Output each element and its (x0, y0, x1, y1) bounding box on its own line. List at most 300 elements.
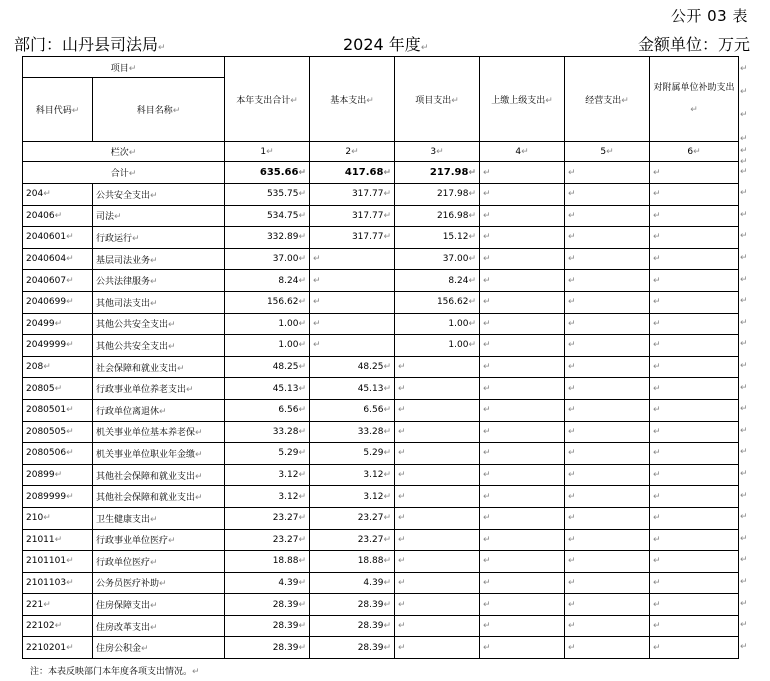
row-project-cell (395, 637, 480, 659)
table-row (23, 529, 739, 551)
row-total-text: 33.28 (272, 426, 299, 437)
paragraph-mark-icon (398, 427, 406, 437)
paragraph-mark-icon (740, 253, 748, 263)
paragraph-mark-icon (168, 342, 176, 352)
paragraph-mark-icon (298, 254, 306, 264)
row-business-cell (565, 378, 650, 400)
table-row (23, 248, 739, 270)
row-total-cell (225, 594, 310, 616)
paragraph-mark-icon (366, 96, 374, 106)
row-total-text: 23.27 (272, 513, 299, 524)
row-total-text: 5.29 (278, 448, 299, 459)
paragraph-mark-icon (298, 189, 306, 199)
paragraph-mark-icon (740, 512, 748, 522)
paragraph-mark-icon (150, 277, 158, 287)
paragraph-mark-icon (298, 578, 306, 588)
paragraph-mark-icon (66, 492, 74, 502)
row-subsidy-cell (650, 184, 739, 206)
row-subsidy-cell (650, 529, 739, 551)
row-subsidy-cell (650, 227, 739, 249)
subject-name-cell (93, 291, 225, 313)
paragraph-mark-icon (568, 535, 576, 545)
paragraph-mark-icon (483, 340, 491, 350)
row-subsidy-cell (650, 572, 739, 594)
paragraph-mark-icon (43, 600, 51, 610)
row-basic-cell (310, 205, 395, 227)
subject-name-text: 机关事业单位职业年金缴 (96, 449, 196, 460)
paragraph-mark-icon (653, 254, 661, 264)
paragraph-mark-icon (298, 297, 306, 307)
paragraph-mark-icon (483, 621, 491, 631)
row-business-cell (565, 594, 650, 616)
row-project-cell (395, 378, 480, 400)
col-header-subsidy (650, 57, 739, 142)
paragraph-mark-icon (483, 232, 491, 242)
paragraph-mark-icon (483, 254, 491, 264)
subject-name-cell (93, 551, 225, 573)
row-basic-cell (310, 486, 395, 508)
paragraph-mark-icon (298, 340, 306, 350)
paragraph-mark-icon (298, 535, 306, 545)
paragraph-mark-icon (298, 232, 306, 242)
paragraph-mark-icon (653, 470, 661, 480)
row-total-text: 332.89 (266, 232, 299, 243)
row-total-cell (225, 227, 310, 249)
row-project-cell (395, 615, 480, 637)
paragraph-mark-icon (568, 621, 576, 631)
rank-label-cell (23, 142, 225, 162)
paragraph-mark-icon (451, 96, 459, 106)
subject-name-text: 公共法律服务 (96, 277, 151, 288)
paragraph-mark-icon (129, 148, 137, 158)
row-project-cell (395, 205, 480, 227)
row-project-cell (395, 594, 480, 616)
row-business-cell (565, 486, 650, 508)
paragraph-mark-icon (468, 276, 476, 286)
col-total-text: 本年支出合计 (236, 95, 291, 106)
paragraph-mark-icon (740, 361, 748, 371)
paragraph-mark-icon (483, 513, 491, 523)
row-remit-cell (480, 270, 565, 292)
row-total-text: 1.00 (278, 340, 299, 351)
row-total-text: 535.75 (266, 189, 299, 200)
paragraph-mark-icon (568, 384, 576, 394)
paragraph-mark-icon (43, 189, 51, 199)
paragraph-mark-icon (653, 492, 661, 502)
col-number-2 (310, 142, 395, 162)
row-basic-cell (310, 184, 395, 206)
paragraph-mark-icon (468, 319, 476, 329)
paragraph-mark-icon (740, 642, 748, 652)
paragraph-mark-icon (298, 470, 306, 480)
paragraph-mark-icon (114, 212, 122, 222)
total-basic-cell (310, 162, 395, 184)
department-label (14, 32, 166, 55)
paragraph-mark-icon (383, 492, 391, 502)
paragraph-mark-icon (740, 146, 748, 156)
subject-name-cell (93, 507, 225, 529)
paragraph-mark-icon (298, 513, 306, 523)
item-group-header (23, 57, 225, 78)
paragraph-mark-icon (468, 211, 476, 221)
paragraph-mark-icon (740, 555, 748, 565)
paragraph-mark-icon (298, 384, 306, 394)
row-total-text: 3.12 (278, 470, 299, 481)
col-business-text: 经营支出 (585, 95, 622, 106)
row-total-text: 28.39 (272, 621, 299, 632)
paragraph-mark-icon (568, 427, 576, 437)
paragraph-mark-icon (150, 191, 158, 201)
fiscal-year-label (343, 32, 428, 55)
paragraph-mark-icon (653, 448, 661, 458)
row-subsidy-cell (650, 443, 739, 465)
row-basic-text: 3.12 (363, 470, 384, 481)
col-number-4 (480, 142, 565, 162)
paragraph-mark-icon (568, 168, 576, 178)
paragraph-mark-icon (313, 254, 321, 264)
subject-name-text: 司法 (96, 212, 115, 223)
paragraph-mark-icon (653, 340, 661, 350)
row-business-cell (565, 291, 650, 313)
paragraph-mark-icon (298, 448, 306, 458)
table-row (23, 378, 739, 400)
paragraph-mark-icon (568, 319, 576, 329)
paragraph-mark-icon (483, 189, 491, 199)
paragraph-mark-icon (468, 189, 476, 199)
paragraph-mark-icon (740, 134, 748, 144)
table-row (23, 399, 739, 421)
total-project-cell (395, 162, 480, 184)
row-basic-cell (310, 464, 395, 486)
table-footnote (30, 664, 200, 677)
row-subsidy-cell (650, 313, 739, 335)
paragraph-mark-icon (383, 427, 391, 437)
row-business-cell (565, 572, 650, 594)
table-row (23, 205, 739, 227)
row-subsidy-cell (650, 551, 739, 573)
subject-name-cell (93, 248, 225, 270)
year-text: 2024 年度 (343, 35, 421, 54)
row-project-text: 1.00 (448, 318, 469, 329)
row-project-cell (395, 421, 480, 443)
paragraph-mark-icon (298, 600, 306, 610)
paragraph-mark-icon (653, 578, 661, 588)
subject-code-cell (23, 615, 93, 637)
item-group-text: 项目 (110, 63, 129, 74)
row-business-cell (565, 421, 650, 443)
row-remit-cell (480, 205, 565, 227)
total-business-cell (565, 162, 650, 184)
paragraph-mark-icon (43, 513, 51, 523)
table-row (23, 615, 739, 637)
paragraph-mark-icon (568, 362, 576, 372)
paragraph-mark-icon (740, 447, 748, 457)
paragraph-mark-icon (129, 64, 137, 74)
row-basic-cell (310, 637, 395, 659)
paragraph-mark-icon (653, 427, 661, 437)
subject-name-text: 卫生健康支出 (96, 514, 151, 525)
row-total-text: 6.56 (278, 405, 299, 416)
paragraph-mark-icon (483, 448, 491, 458)
row-project-cell (395, 313, 480, 335)
subject-code-cell (23, 486, 93, 508)
subject-code-cell (23, 378, 93, 400)
row-project-text: 217.98 (436, 189, 469, 200)
paragraph-mark-icon (186, 385, 194, 395)
subject-code-text: 20406 (26, 210, 55, 221)
paragraph-mark-icon (568, 297, 576, 307)
subject-name-cell (93, 378, 225, 400)
paragraph-mark-icon (383, 578, 391, 588)
department-text: 部门：山丹县司法局 (14, 35, 159, 54)
paragraph-mark-icon (313, 319, 321, 329)
paragraph-mark-icon (398, 556, 406, 566)
paragraph-mark-icon (568, 254, 576, 264)
paragraph-mark-icon (690, 105, 698, 115)
table-row (23, 421, 739, 443)
col-number-text: 4 (515, 146, 522, 157)
row-total-cell (225, 356, 310, 378)
paragraph-mark-icon (568, 448, 576, 458)
row-total-cell (225, 464, 310, 486)
row-subsidy-cell (650, 615, 739, 637)
paragraph-mark-icon (568, 211, 576, 221)
row-total-cell (225, 637, 310, 659)
paragraph-mark-icon (740, 404, 748, 414)
subject-name-text: 基层司法业务 (96, 255, 151, 266)
paragraph-mark-icon (621, 96, 629, 106)
paragraph-mark-icon (606, 147, 614, 157)
row-total-cell (225, 291, 310, 313)
paragraph-mark-icon (568, 232, 576, 242)
paragraph-mark-icon (66, 276, 74, 286)
paragraph-mark-icon (298, 643, 306, 653)
paragraph-mark-icon (398, 578, 406, 588)
paragraph-mark-icon (150, 601, 158, 611)
paragraph-mark-icon (298, 556, 306, 566)
row-basic-text: 23.27 (357, 513, 384, 524)
subject-code-text: 221 (26, 599, 44, 610)
paragraph-mark-icon (313, 297, 321, 307)
row-total-cell (225, 184, 310, 206)
subject-code-text: 2040607 (26, 275, 67, 286)
row-remit-cell (480, 248, 565, 270)
subject-code-cell (23, 313, 93, 335)
row-basic-text: 28.39 (357, 642, 384, 653)
paragraph-mark-icon (568, 405, 576, 415)
paragraph-mark-icon (483, 384, 491, 394)
col-number-3 (395, 142, 480, 162)
paragraph-mark-icon (66, 254, 74, 264)
paragraph-mark-icon (383, 168, 391, 178)
subject-code-cell (23, 529, 93, 551)
subject-code-cell (23, 551, 93, 573)
expenditure-table (22, 56, 739, 659)
row-business-cell (565, 270, 650, 292)
paragraph-mark-icon (740, 426, 748, 436)
row-total-cell (225, 335, 310, 357)
paragraph-mark-icon (383, 189, 391, 199)
col-header-remit (480, 57, 565, 142)
row-basic-text: 18.88 (357, 556, 384, 567)
row-subsidy-cell (650, 356, 739, 378)
subject-code-cell (23, 443, 93, 465)
subject-code-text: 2040604 (26, 254, 67, 265)
subject-name-text: 住房改革支出 (96, 622, 151, 633)
row-project-text: 216.98 (436, 210, 469, 221)
row-total-cell (225, 270, 310, 292)
paragraph-mark-icon (66, 643, 74, 653)
row-remit-cell (480, 313, 565, 335)
subject-name-text: 行政单位医疗 (96, 557, 151, 568)
paragraph-mark-icon (195, 450, 203, 460)
col-number-text: 2 (345, 146, 352, 157)
row-business-cell (565, 399, 650, 421)
paragraph-mark-icon (383, 621, 391, 631)
paragraph-mark-icon (483, 470, 491, 480)
paragraph-mark-icon (483, 492, 491, 502)
paragraph-mark-icon (740, 188, 748, 198)
row-remit-cell (480, 572, 565, 594)
paragraph-mark-icon (740, 577, 748, 587)
subject-name-cell (93, 443, 225, 465)
subject-name-text: 公共安全支出 (96, 190, 151, 201)
paragraph-mark-icon (436, 147, 444, 157)
total-subsidy-cell (650, 162, 739, 184)
row-project-text: 156.62 (436, 297, 469, 308)
row-total-text: 1.00 (278, 318, 299, 329)
paragraph-mark-icon (398, 492, 406, 502)
row-total-text: 3.12 (278, 491, 299, 502)
paragraph-mark-icon (150, 299, 158, 309)
paragraph-mark-icon (398, 621, 406, 631)
paragraph-mark-icon (740, 157, 748, 167)
subject-code-cell (23, 270, 93, 292)
col-subsidy-text: 对附属单位补助支出 (653, 83, 735, 93)
subject-name-text: 其他社会保障和就业支出 (96, 493, 196, 504)
paragraph-mark-icon (740, 110, 748, 120)
total-project-text: 217.98 (429, 167, 469, 178)
paragraph-mark-icon (740, 296, 748, 306)
table-row (23, 184, 739, 206)
paragraph-mark-icon (55, 535, 63, 545)
paragraph-mark-icon (298, 405, 306, 415)
paragraph-mark-icon (468, 340, 476, 350)
row-basic-cell (310, 248, 395, 270)
row-remit-cell (480, 291, 565, 313)
paragraph-mark-icon (740, 599, 748, 609)
row-basic-cell (310, 507, 395, 529)
paragraph-mark-icon (740, 167, 748, 177)
row-total-cell (225, 205, 310, 227)
row-total-cell (225, 486, 310, 508)
row-project-cell (395, 486, 480, 508)
subject-code-cell (23, 205, 93, 227)
col-basic-text: 基本支出 (330, 95, 367, 106)
table-row (23, 335, 739, 357)
paragraph-mark-icon (740, 87, 748, 97)
paragraph-mark-icon (653, 232, 661, 242)
row-basic-text: 28.39 (357, 621, 384, 632)
row-subsidy-cell (650, 507, 739, 529)
paragraph-mark-icon (483, 578, 491, 588)
paragraph-mark-icon (383, 448, 391, 458)
paragraph-mark-icon (298, 427, 306, 437)
row-subsidy-cell (650, 270, 739, 292)
table-row (23, 443, 739, 465)
row-remit-cell (480, 356, 565, 378)
row-total-cell (225, 313, 310, 335)
row-remit-cell (480, 443, 565, 465)
col-number-text: 1 (260, 146, 267, 157)
row-subsidy-cell (650, 594, 739, 616)
paragraph-mark-icon (653, 600, 661, 610)
paragraph-mark-icon (740, 231, 748, 241)
paragraph-mark-icon (653, 319, 661, 329)
row-basic-cell (310, 594, 395, 616)
col-number-text: 6 (687, 146, 694, 157)
table-row (23, 507, 739, 529)
paragraph-mark-icon (468, 168, 476, 178)
row-basic-cell (310, 615, 395, 637)
subject-name-cell (93, 421, 225, 443)
subject-code-cell (23, 356, 93, 378)
paragraph-mark-icon (568, 470, 576, 480)
row-total-text: 28.39 (272, 642, 299, 653)
row-total-cell (225, 551, 310, 573)
row-project-cell (395, 270, 480, 292)
table-row (23, 464, 739, 486)
subject-code-text: 2080506 (26, 448, 67, 459)
paragraph-mark-icon (383, 643, 391, 653)
subject-name-cell (93, 270, 225, 292)
paragraph-mark-icon (398, 405, 406, 415)
col-name-text: 科目名称 (136, 106, 173, 116)
row-total-text: 37.00 (272, 254, 299, 265)
paragraph-mark-icon (298, 492, 306, 502)
paragraph-mark-icon (468, 232, 476, 242)
paragraph-mark-icon (66, 297, 74, 307)
subject-code-cell (23, 421, 93, 443)
col-number-6 (650, 142, 739, 162)
row-project-cell (395, 551, 480, 573)
subject-name-cell (93, 572, 225, 594)
subject-name-text: 其他公共安全支出 (96, 320, 169, 331)
subject-code-text: 21011 (26, 534, 55, 545)
row-basic-text: 23.27 (357, 534, 384, 545)
paragraph-mark-icon (150, 256, 158, 266)
subject-name-text: 住房公积金 (96, 644, 142, 655)
paragraph-mark-icon (483, 556, 491, 566)
subject-code-text: 2101101 (26, 556, 67, 567)
paragraph-mark-icon (483, 362, 491, 372)
subject-name-text: 住房保障支出 (96, 601, 151, 612)
table-row (23, 227, 739, 249)
paragraph-mark-icon (383, 211, 391, 221)
paragraph-mark-icon (72, 106, 80, 116)
subject-code-text: 20499 (26, 318, 55, 329)
table-row (23, 594, 739, 616)
col-code-text: 科目代码 (35, 106, 72, 116)
subject-name-cell (93, 594, 225, 616)
col-header-code (23, 78, 93, 142)
row-project-cell (395, 529, 480, 551)
paragraph-mark-icon (66, 427, 74, 437)
paragraph-mark-icon (383, 513, 391, 523)
paragraph-mark-icon (66, 556, 74, 566)
row-remit-cell (480, 399, 565, 421)
row-basic-cell (310, 378, 395, 400)
